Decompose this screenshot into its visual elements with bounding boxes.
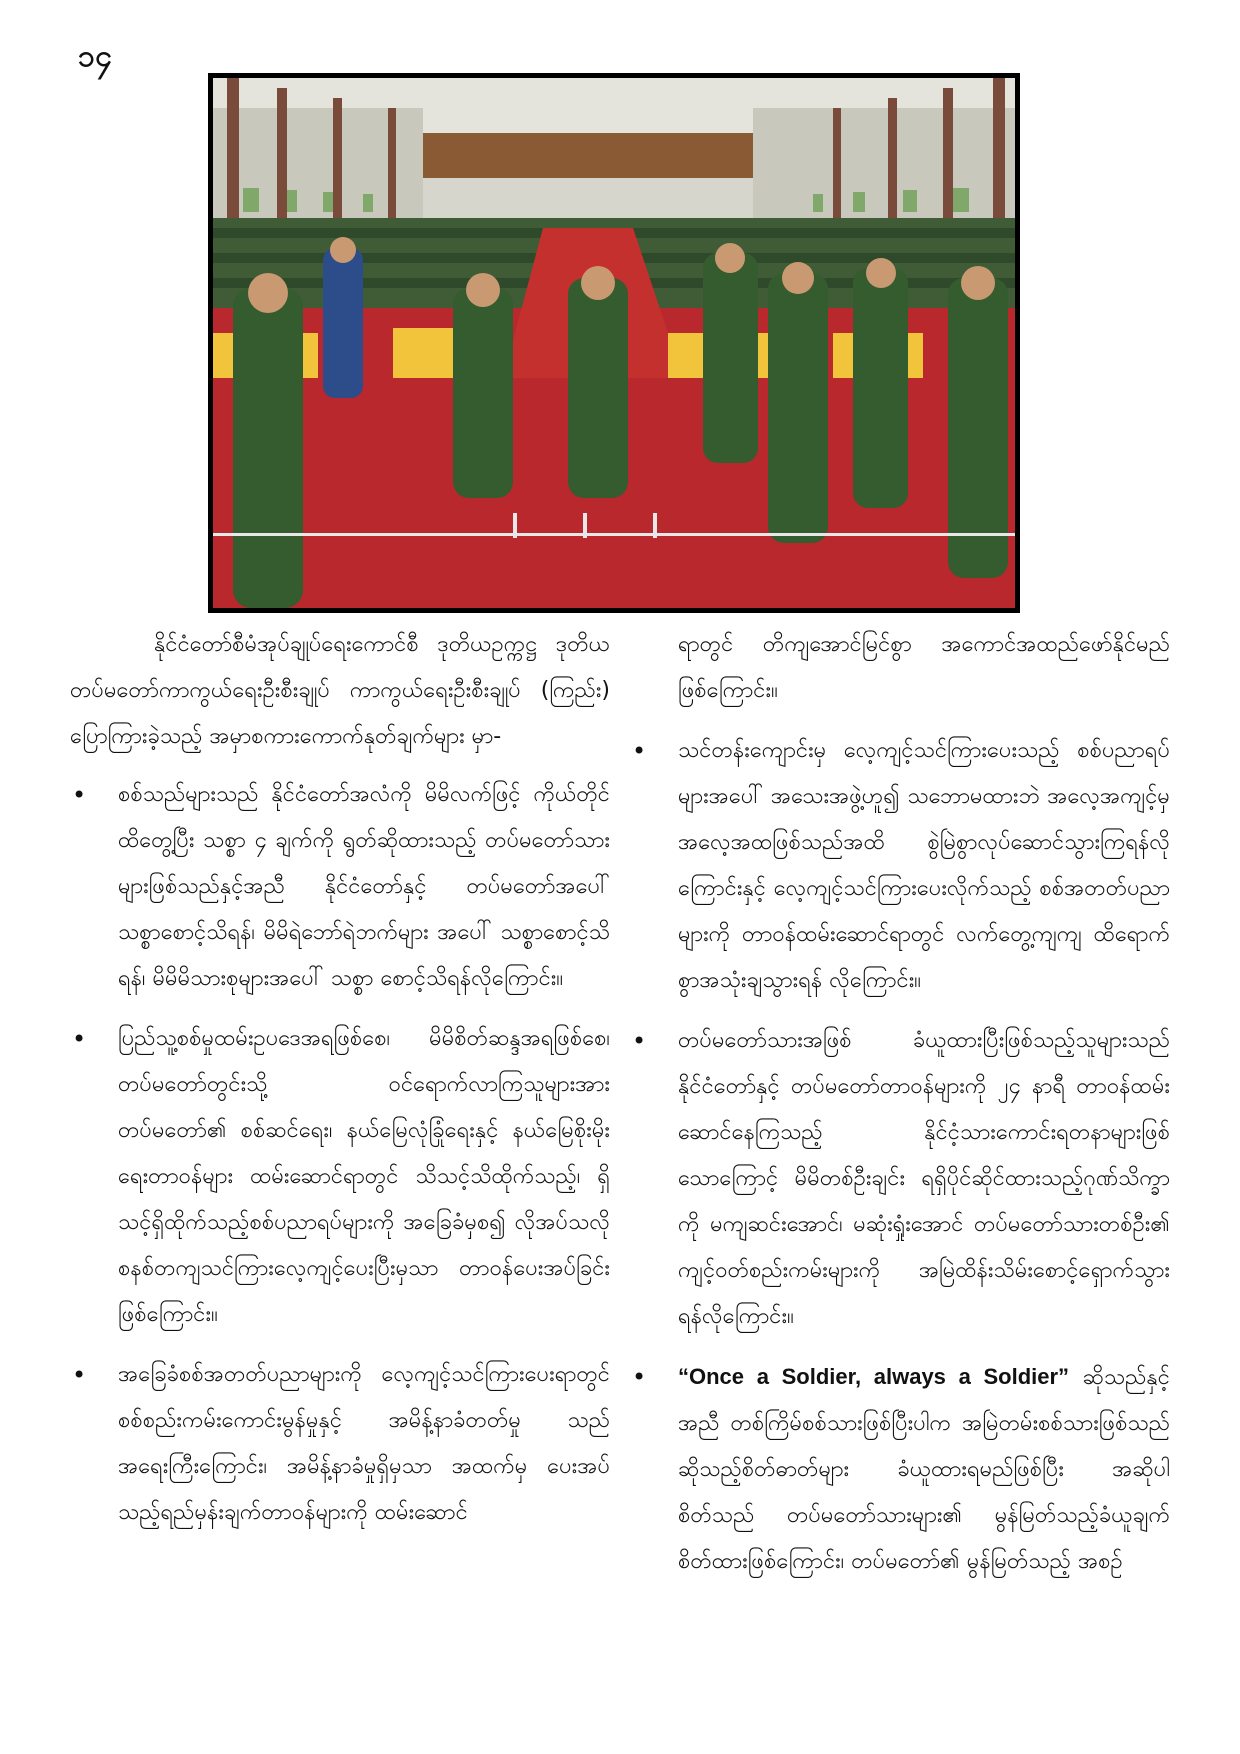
ceremony-photo-illustration	[213, 78, 1015, 608]
right-column	[630, 622, 1170, 1599]
page-number: ၁၄	[78, 39, 112, 74]
list-item: • အခြေခံစစ်အတတ်ပညာများကို လေ့ကျင့်သင်ကြားပေးရာတွင် စစ်စည်းကမ်းကောင်းမွန်မှုနှင့် အမိန့်နာခံတတ်မှု သည်အရေးကြီးကြောင်း၊ အမိန့်နာခံမှုရှိမှသာ အထက်မှ ပေးအပ်သည့်ရည်မှန်းချက်တာဝန်များကို ထမ်းဆောင်	[70, 1352, 610, 1536]
left-column	[70, 622, 610, 1550]
list-item-quote	[630, 1354, 1170, 1585]
list-item: • သင်တန်းကျောင်းမှ လေ့ကျင့်သင်ကြားပေးသည့် စစ်ပညာရပ်များအပေါ် အသေးအဖွဲ့ဟူ၍ သဘောမထားဘဲ အလေ့အကျင့်မှ အလေ့အထဖြစ်သည်အထိ စွဲမြဲစွာလုပ်ဆောင်သွားကြရန်လိုကြောင်းနှင့် လေ့ကျင့်သင်ကြားပေးလိုက်သည့် စစ်အတတ်ပညာများကို တာဝန်ထမ်းဆောင်ရာတွင် လက်တွေ့ကျကျ ထိရောက်စွာအသုံးချသွားရန် လိုကြောင်း။	[630, 728, 1170, 1004]
quote-continuation: ဆိုသည်နှင့်အညီ တစ်ကြိမ်စစ်သားဖြစ်ပြီးပါက အမြဲတမ်းစစ်သားဖြစ်သည် ဆိုသည့်စိတ်ဓာတ်များ ခံယူထားရမည်ဖြစ်ပြီး အဆိုပါ စိတ်သည် တပ်မတော်သားများ၏ မွန်မြတ်သည့်ခံယူချက် စိတ်ထားဖြစ်ကြောင်း၊ တပ်မတော်၏ မွန်မြတ်သည့် အစဉ်	[678, 1365, 1170, 1574]
ceremony-photo	[208, 73, 1020, 613]
list-item: • တပ်မတော်သားအဖြစ် ခံယူထားပြီးဖြစ်သည့်သူများသည် နိုင်ငံတော်နှင့် တပ်မတော်တာဝန်များကို ၂၄ နာရီ တာဝန်ထမ်းဆောင်နေကြသည့် နိုင်ငံ့သားကောင်းရတနာများဖြစ်သောကြောင့် မိမိတစ်ဦးချင်း ရရှိပိုင်ဆိုင်ထားသည့်ဂုဏ်သိက္ခာကို မကျဆင်းအောင်၊ မဆုံးရှုံးအောင် တပ်မတော်သားတစ်ဦး၏ ကျင့်ဝတ်စည်းကမ်းများကို အမြဲထိန်းသိမ်းစောင့်ရှောက်သွားရန်လိုကြောင်း။	[630, 1018, 1170, 1340]
list-item: • စစ်သည်များသည် နိုင်ငံတော်အလံကို မိမိလက်ဖြင့် ကိုယ်တိုင်ထိတွေ့ပြီး သစ္စာ ၄ ချက်ကို ရွတ်ဆိုထားသည့် တပ်မတော်သားများဖြစ်သည်နှင့်အညီ နိုင်ငံတော်နှင့် တပ်မတော်အပေါ် သစ္စာစောင့်သိရန်၊ မိမိရဲဘော်ရဲဘက်များ အပေါ် သစ္စာစောင့်သိရန်၊ မိမိမိသားစုများအပေါ် သစ္စာ စောင့်သိရန်လိုကြောင်း။	[70, 772, 610, 1002]
intro-paragraph: နိုင်ငံတော်စီမံအုပ်ချုပ်ရေးကောင်စီ ဒုတိယဥက္ကဋ္ဌ ဒုတိယတပ်မတော်ကာကွယ်ရေးဦးစီးချုပ် ကာကွယ်ရေးဦးစီးချုပ် (ကြည်း) ပြောကြားခဲ့သည့် အမှာစကားကောက်နုတ်ချက်များ မှာ-	[70, 632, 610, 749]
continued-paragraph: ရာတွင် တိကျအောင်မြင်စွာ အကောင်အထည်ဖော်နိုင်မည်ဖြစ်ကြောင်း။	[678, 632, 1170, 703]
quote-text: “Once a Soldier, always a Soldier”	[678, 1364, 1070, 1389]
list-item: • ပြည်သူ့စစ်မှုထမ်းဥပဒေအရဖြစ်စေ၊ မိမိစိတ်ဆန္ဒအရဖြစ်စေ၊ တပ်မတော်တွင်းသို့ ဝင်ရောက်လာကြသူများအား တပ်မတော်၏ စစ်ဆင်ရေး၊ နယ်မြေလုံခြုံရေးနှင့် နယ်မြေစိုးမိုးရေးတာဝန်များ ထမ်းဆောင်ရာတွင် သိသင့်သိထိုက်သည့်၊ ရှိသင့်ရှိထိုက်သည့်စစ်ပညာရပ်များကို အခြေခံမှစ၍ လိုအပ်သလို စနစ်တကျသင်ကြားလေ့ကျင့်ပေးပြီးမှသာ တာဝန်ပေးအပ်ခြင်းဖြစ်ကြောင်း။	[70, 1016, 610, 1338]
